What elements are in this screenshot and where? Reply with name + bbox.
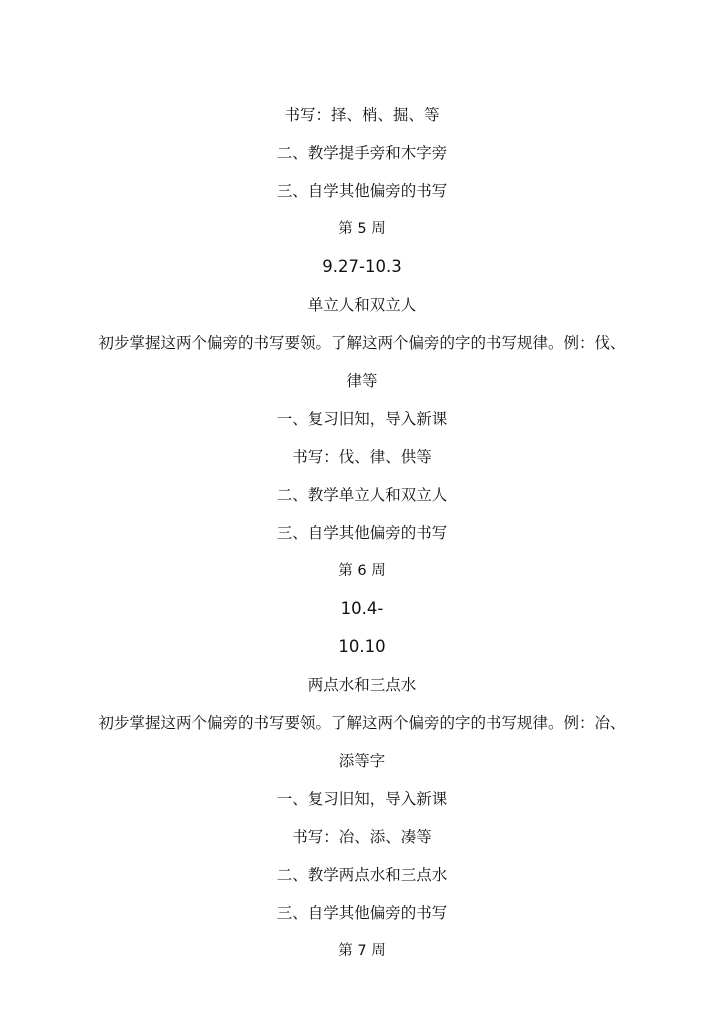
teaching-step-line: 二、教学单立人和双立人 — [276, 486, 448, 504]
review-step-line: 一、复习旧知，导入新课 — [276, 790, 448, 808]
self-study-line: 三、自学其他偏旁的书写 — [276, 904, 448, 922]
week-heading: 第 7 周 — [338, 943, 386, 959]
week-heading: 第 5 周 — [338, 221, 386, 237]
writing-practice-line: 书写：伐、律、供等 — [292, 448, 432, 466]
week-heading: 第 6 周 — [338, 563, 386, 579]
self-study-line: 三、自学其他偏旁的书写 — [276, 182, 448, 200]
lesson-objective-continuation: 律等 — [346, 372, 378, 390]
teaching-step-line: 二、教学提手旁和木字旁 — [276, 144, 448, 162]
lesson-objective-continuation: 添等字 — [338, 752, 386, 770]
document-body — [62, 96, 662, 970]
date-range: 9.27-10.3 — [322, 257, 402, 276]
lesson-title: 两点水和三点水 — [307, 676, 417, 694]
self-study-line: 三、自学其他偏旁的书写 — [276, 524, 448, 542]
review-step-line: 一、复习旧知，导入新课 — [276, 410, 448, 428]
writing-practice-line: 书写：冶、添、凑等 — [292, 828, 432, 846]
lesson-objective-line: 初步掌握这两个偏旁的书写要领。了解这两个偏旁的字的书写规律。例：伐、 — [98, 334, 626, 352]
lesson-objective-line: 初步掌握这两个偏旁的书写要领。了解这两个偏旁的字的书写规律。例：冶、 — [98, 714, 626, 732]
teaching-step-line: 二、教学两点水和三点水 — [276, 866, 448, 884]
date-range-end: 10.10 — [338, 637, 386, 656]
lesson-title: 单立人和双立人 — [307, 296, 417, 314]
date-range-start: 10.4- — [340, 599, 384, 618]
writing-practice-line: 书写：择、梢、掘、等 — [284, 106, 440, 124]
